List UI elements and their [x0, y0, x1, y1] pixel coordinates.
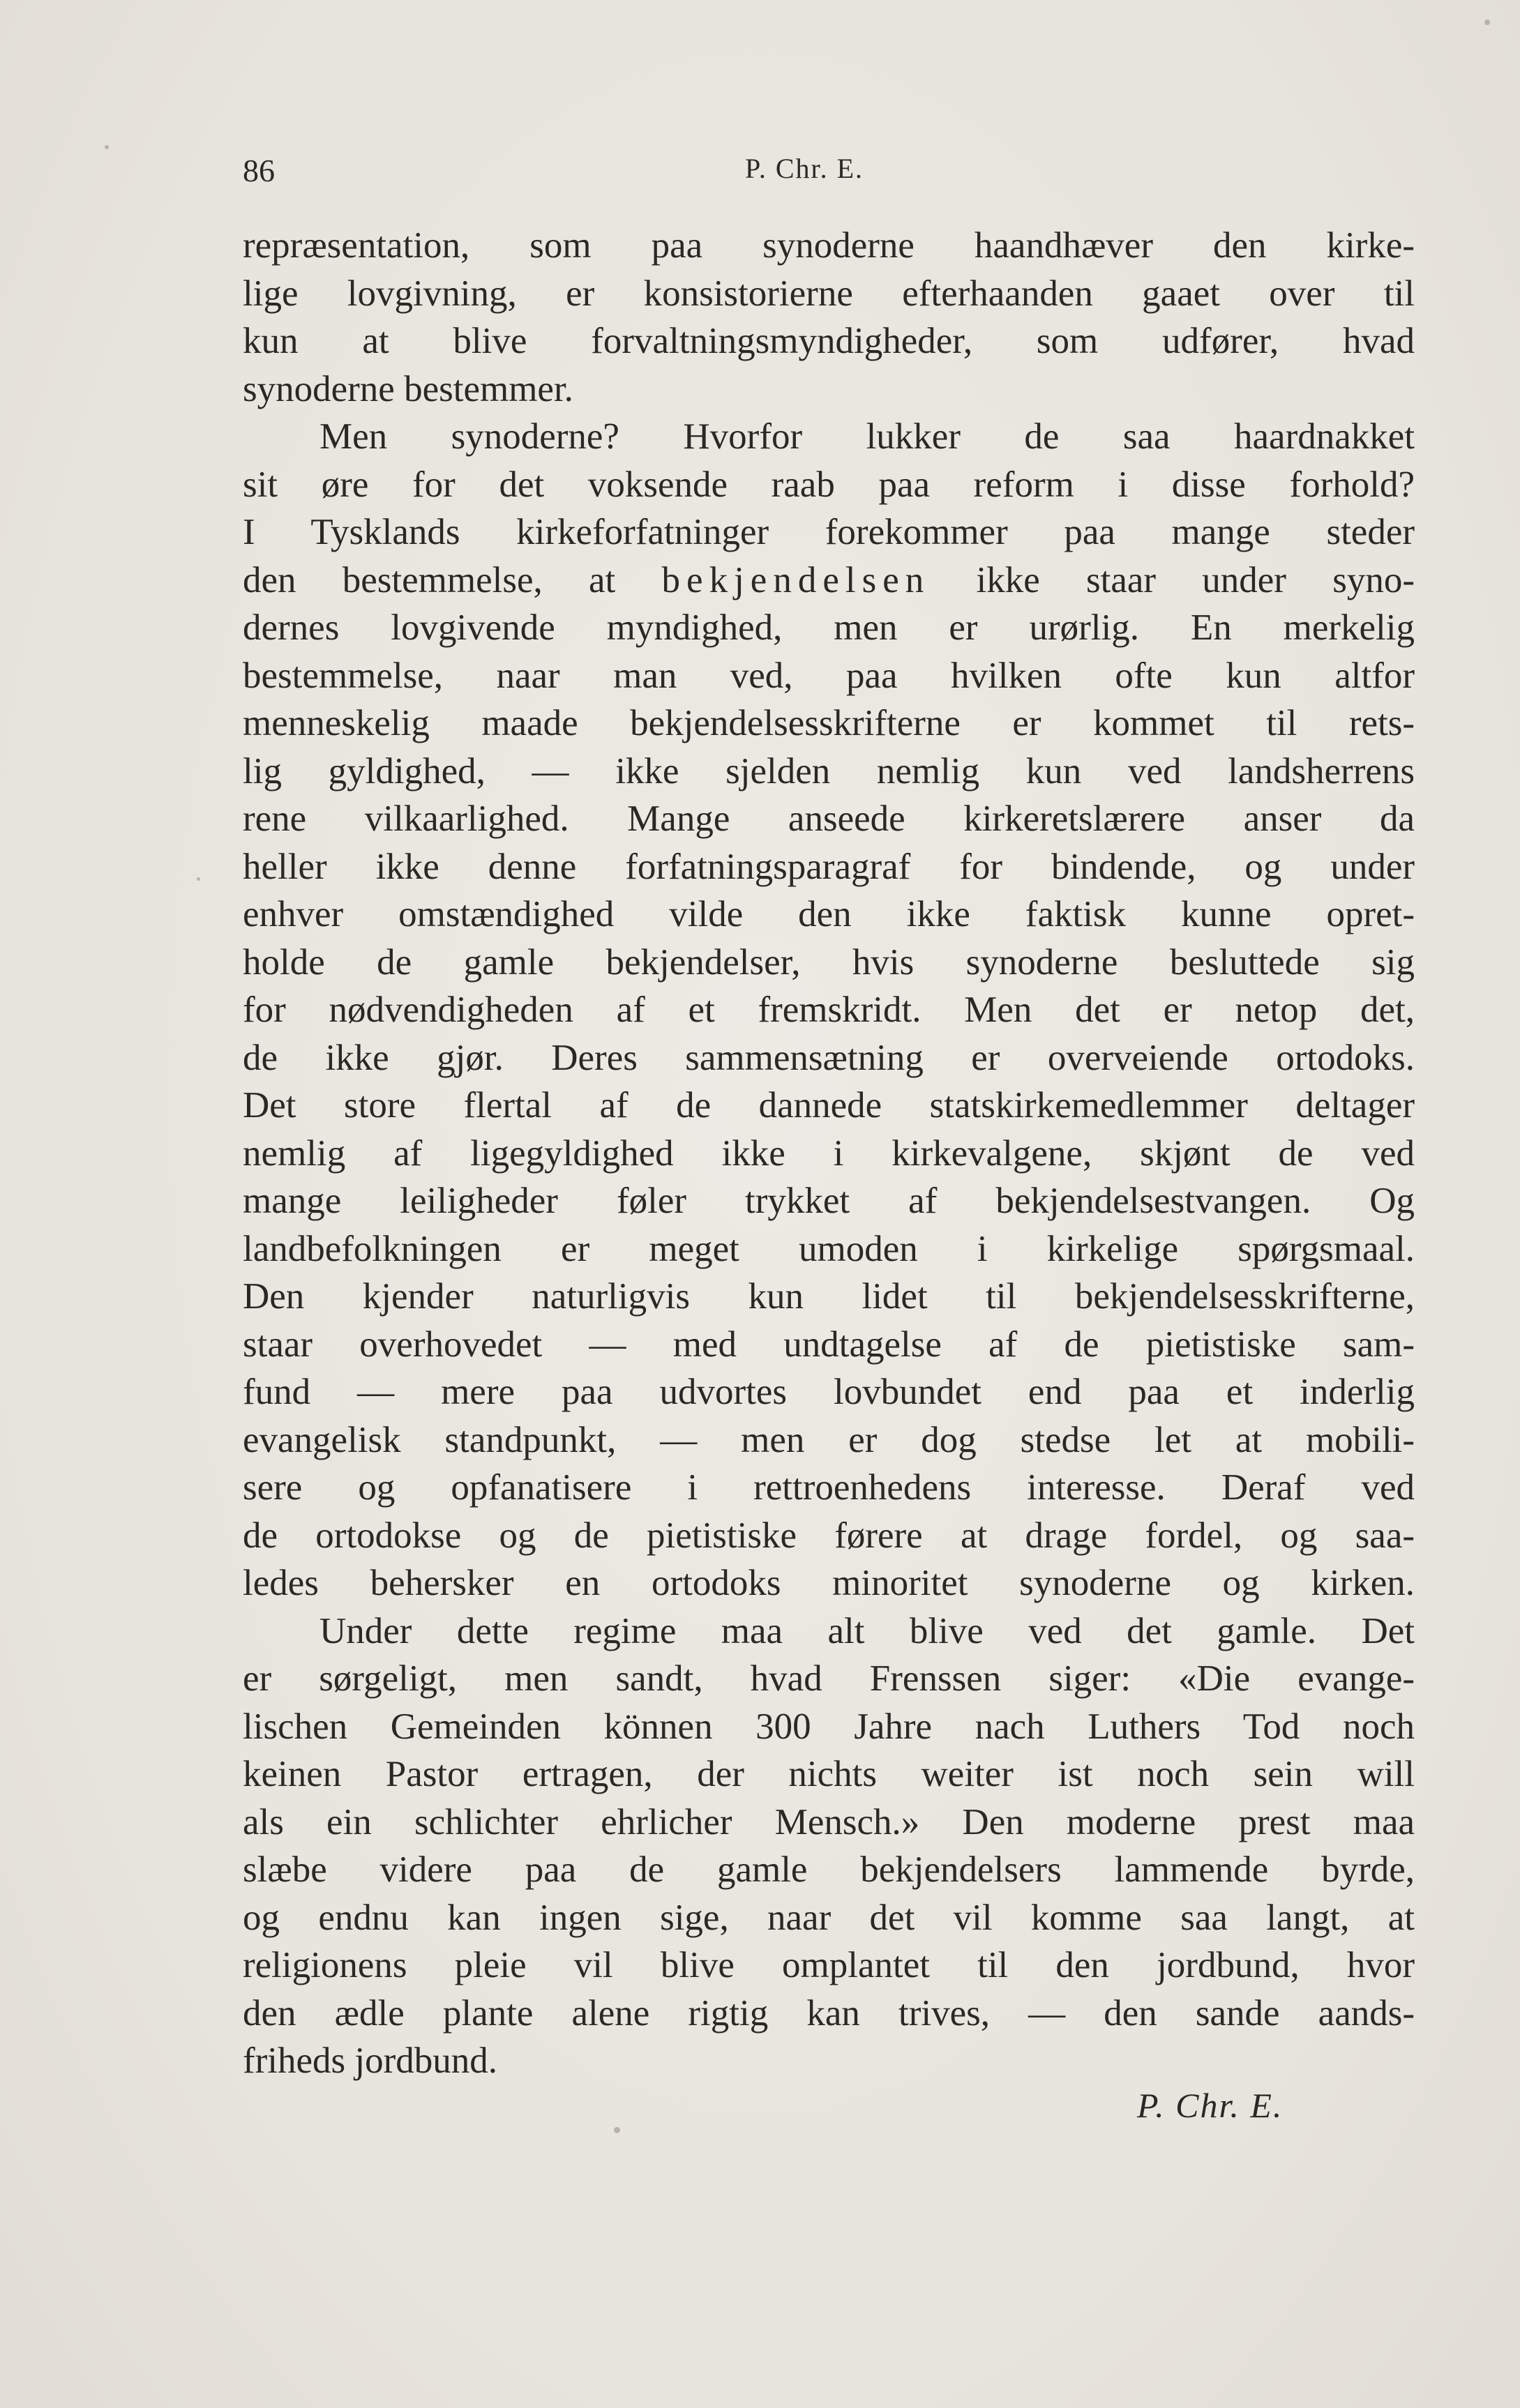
text-line: landbefolkningen er meget umoden i kirkelige spørgsmaal.: [243, 1228, 1415, 1269]
author-signature: P. Chr. E.: [1137, 2086, 1284, 2125]
text-line-emphasis: [243, 556, 1415, 605]
spaced-emphasis-word: bekjendelsen: [661, 559, 931, 600]
text-line: religionens pleie vil blive omplantet til den jordbund, hvor: [243, 1945, 1415, 1985]
body-text: [243, 222, 1415, 2085]
text-line: lige lovgivning, er konsistorierne efterhaanden gaaet over til: [243, 273, 1415, 314]
text-line: evangelisk standpunkt, — men er dog stedse let at mobili-: [243, 1419, 1415, 1460]
text-line: lig gyldighed, — ikke sjelden nemlig kun ved landsherrens: [243, 750, 1415, 792]
text-segment: den bestemmelse, at: [243, 559, 662, 600]
text-line: den ædle plante alene rigtig kan trives, — den sande aands-: [243, 1992, 1415, 2034]
text-line: Den kjender naturligvis kun lidet til bekjendelsesskrifterne,: [243, 1276, 1415, 1317]
text-line: I Tysklands kirkeforfatninger forekommer paa mange steder: [243, 512, 1415, 552]
text-line: friheds jordbund.: [243, 2040, 498, 2081]
page-number: 86: [243, 153, 275, 188]
text-line: synoderne bestemmer.: [243, 368, 573, 409]
text-line: enhver omstændighed vilde den ikke faktisk kunne opret-: [243, 894, 1415, 934]
page-header: [243, 152, 1415, 194]
text-line: rene vilkaarlighed. Mange anseede kirkeretslærere anser da: [243, 798, 1415, 839]
text-line: bestemmelse, naar man ved, paa hvilken ofte kun altfor: [243, 655, 1415, 696]
text-line: ledes behersker en ortodoks minoritet synoderne og kirken.: [243, 1563, 1415, 1603]
text-line: staar overhovedet — med undtagelse af de pietistiske sam-: [243, 1324, 1415, 1365]
paper-speck: [614, 2127, 620, 2133]
text-line: sere og opfanatisere i rettroenhedens interesse. Deraf ved: [243, 1467, 1415, 1508]
text-line: er sørgeligt, men sandt, hvad Frenssen siger: «Die evange-: [243, 1658, 1415, 1699]
paper-speck: [105, 145, 109, 149]
text-line: heller ikke denne forfatningsparagraf for bindende, og under: [243, 846, 1415, 887]
text-line: slæbe videre paa de gamle bekjendelsers lammende byrde,: [243, 1849, 1415, 1890]
text-line: sit øre for det voksende raab paa reform i disse forhold?: [243, 464, 1415, 505]
text-line: Men synoderne? Hvorfor lukker de saa haardnakket: [319, 416, 1415, 457]
text-line: mange leiligheder føler trykket af bekjendelsestvangen. Og: [243, 1181, 1415, 1221]
text-line: de ikke gjør. Deres sammensætning er overveiende ortodoks.: [243, 1037, 1415, 1078]
text-line: holde de gamle bekjendelser, hvis synoderne besluttede sig: [243, 941, 1415, 983]
text-segment: ikke staar under syno-: [930, 559, 1415, 600]
text-line: lischen Gemeinden können 300 Jahre nach Luthers Tod noch: [243, 1706, 1415, 1747]
text-line: og endnu kan ingen sige, naar det vil komme saa langt, at: [243, 1897, 1415, 1938]
running-head: P. Chr. E.: [745, 153, 864, 184]
text-line: als ein schlichter ehrlicher Mensch.» Den moderne prest maa: [243, 1801, 1415, 1842]
text-line: Under dette regime maa alt blive ved det gamle. Det: [319, 1610, 1415, 1651]
text-line: fund — mere paa udvortes lovbundet end paa et inderlig: [243, 1372, 1415, 1412]
paper-speck: [197, 877, 200, 881]
text-line: menneskelig maade bekjendelsesskrifterne er kommet til rets-: [243, 703, 1415, 743]
text-line: de ortodokse og de pietistiske førere at drage fordel, og saa-: [243, 1515, 1415, 1556]
text-line: keinen Pastor ertragen, der nichts weiter ist noch sein will: [243, 1754, 1415, 1794]
text-line: dernes lovgivende myndighed, men er urørlig. En merkelig: [243, 607, 1415, 648]
text-line: Det store flertal af de dannede statskirkemedlemmer deltager: [243, 1085, 1415, 1126]
text-line: kun at blive forvaltningsmyndigheder, som udfører, hvad: [243, 321, 1415, 361]
paper-speck: [1484, 20, 1490, 25]
text-line: repræsentation, som paa synoderne haandhæver den kirke-: [243, 225, 1415, 266]
text-line: for nødvendigheden af et fremskridt. Men det er netop det,: [243, 990, 1415, 1030]
text-line: nemlig af ligegyldighed ikke i kirkevalgene, skjønt de ved: [243, 1133, 1415, 1174]
